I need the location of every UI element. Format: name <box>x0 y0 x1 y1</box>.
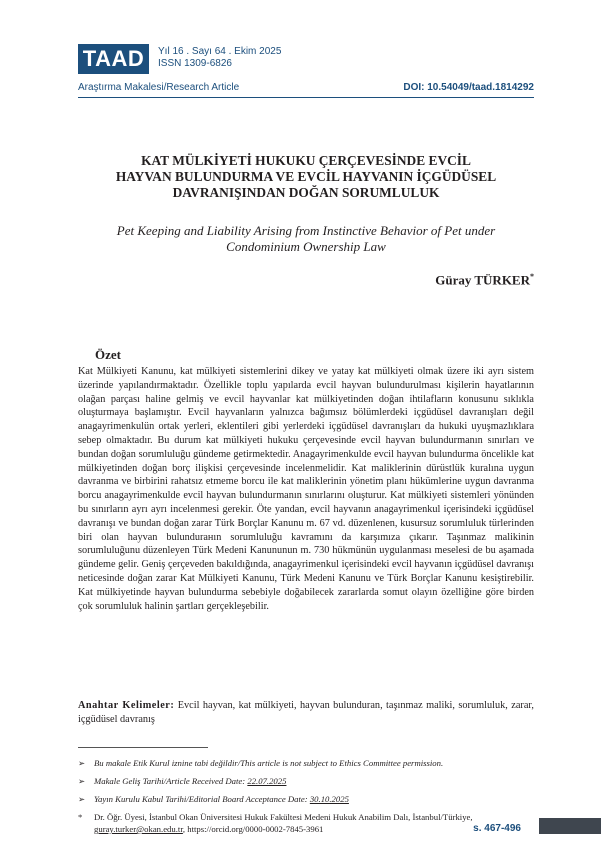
bullet-icon: ➢ <box>78 758 86 768</box>
issn: ISSN 1309-6826 <box>158 58 232 69</box>
doi[interactable]: DOI: 10.54049/taad.1814292 <box>403 82 534 93</box>
author <box>435 272 534 288</box>
author-footnote-mark: * <box>78 812 83 822</box>
article-title <box>78 153 534 201</box>
subtitle-line: Pet Keeping and Liability Arising from Instinctive Behavior of Pet under <box>116 223 496 238</box>
footnote-accepted <box>78 793 534 805</box>
bullet-icon: ➢ <box>78 776 86 786</box>
issue-line: Yıl 16 . Sayı 64 . Ekim 2025 <box>158 46 282 57</box>
footnote-author <box>78 811 534 835</box>
keywords-label: Anahtar Kelimeler: <box>78 700 175 711</box>
journal-logo: TAAD <box>78 44 149 74</box>
accepted-date: 30.10.2025 <box>309 794 349 804</box>
english-title <box>78 223 534 255</box>
bullet-icon: ➢ <box>78 794 86 804</box>
issue-info <box>158 46 281 70</box>
keywords <box>78 699 534 727</box>
abstract-text: Kat Mülkiyeti Kanunu, kat mülkiyeti sistemlerini dikey ve yatay kat mülkiyeti olmak üzere iki ayrı sistem üzerinde yapılandırmaktadır. Özellikle toplu yapılarda evcil hayvan bulundurulması kişilerin hayatlarının olağan parçası haline gelmiş ve evcil hayvanlar kat mülkiyetinden doğan ihtilafların konusunu sıklıkla oluşturmaya başlamıştır. Evcil hayvanların yalnızca bağımsız bölümlerdeki içgüdüsel davranışları değil anagayrimenkulün ortak yerleri, eklentileri gibi yerlerdeki içgüdüsel davranışları da hukuki uyuşmazlıklara sebep olmaktadır. Bu durum kat mülkiyeti hukuku çerçevesinde evcil hayvan bulundurmanın sınırları ve bundan doğan sorumluluğu gündeme getirmektedir. Anagayrimenkulde evcil hayvan bulundurma öncelikle kat mülkiyetinden doğan borç ilişkisi çerçevesinde incelenmelidir. Kat maliklerinin dürüstlük kuralına uygun davranma ve birbirini rahatsız etmeme borcu ile kat maliklerinin yönetim planı hükümlerine uygun davranma borcu anagayrimenkulde evcil hayvan bulundurmanın sınırlarını oluşturur. Kat mülkiyeti sistemleri yönünden bu sınırların ayrı ayrı incelenmesi gerekir. Öte yandan, evcil hayvanın anagayrimenkul içerisindeki içgüdüsel davranışı ve bundan doğan zarar Türk Borçlar Kanunu m. 67 vd. düzenlenen, kusursuz sorumluluk türlerinden biri olan hayvan bulundurанın sorumluluğu kavramını da karşımıza çıkarır. Taşınmaz malikinin sorumluluğunu düzenleyen Türk Medeni Kanununun m. 730 hükmünün uygulanması meselesi de bu aşamada gündeme gelir. Geniş çerçeveden bakıldığında, anagayrimenkul içerisindeki evcil hayvanın içgüdüsel davranışı neticesinde doğan zarar Kat Mülkiyeti Kanunu, Türk Medeni Kanunu ve Türk Borçlar Kanunu kesiştirebilir. Kat mülkiyetinde hayvan bulundurma sebebiyle doğabilecek zararlarda somut olayın özelliğine göre birden çok sorumluluk halinin şartları gerçekleşebilir. <box>78 366 534 612</box>
author-footnote-mark: * <box>530 272 534 281</box>
title-line: DAVRANIŞINDAN DOĞAN SORUMLULUK <box>172 185 440 200</box>
subtitle-line: Condominium Ownership Law <box>226 239 386 254</box>
article-type: Araştırma Makalesi/Research Article <box>78 82 240 93</box>
ethics-note: Bu makale Etik Kurul iznine tabi değildir/This article is not subject to Ethics Committee permission. <box>94 758 444 768</box>
title-line: HAYVAN BULUNDURMA VE EVCİL HAYVANIN İÇGÜDÜSEL <box>115 169 497 184</box>
title-line: KAT MÜLKİYETİ HUKUKU ÇERÇEVESİNDE EVCİL <box>141 153 471 168</box>
footnote-ethics <box>78 757 534 769</box>
received-label: Makale Geliş Tarihi/Article Received Date: <box>94 776 248 786</box>
accepted-label: Yayın Kurulu Kabul Tarihi/Editorial Board Acceptance Date: <box>94 794 310 804</box>
affiliation: Dr. Öğr. Üyesi, İstanbul Okan Üniversitesi Hukuk Fakültesi Medeni Hukuk Anabilim Dalı, İstanbul/Türkiye, <box>94 812 473 822</box>
footnote-received <box>78 775 534 787</box>
abstract-heading: Özet <box>95 347 121 362</box>
received-date: 22.07.2025 <box>247 776 287 786</box>
page-range: s. 467-496 <box>473 823 521 834</box>
author-email-link[interactable]: guray.turker@okan.edu.tr <box>94 824 183 834</box>
orcid-link[interactable]: , https://orcid.org/0000-0002-7845-3961 <box>182 824 324 834</box>
header-divider <box>78 97 534 98</box>
author-name: Güray TÜRKER <box>435 272 530 288</box>
keywords-text: Evcil hayvan, kat mülkiyeti, hayvan bulunduran, taşınmaz maliki, sorumluluk, zarar, içgüdüsel davranış <box>78 700 534 725</box>
page-tab-bar <box>539 818 601 834</box>
footnote-divider <box>78 747 208 748</box>
